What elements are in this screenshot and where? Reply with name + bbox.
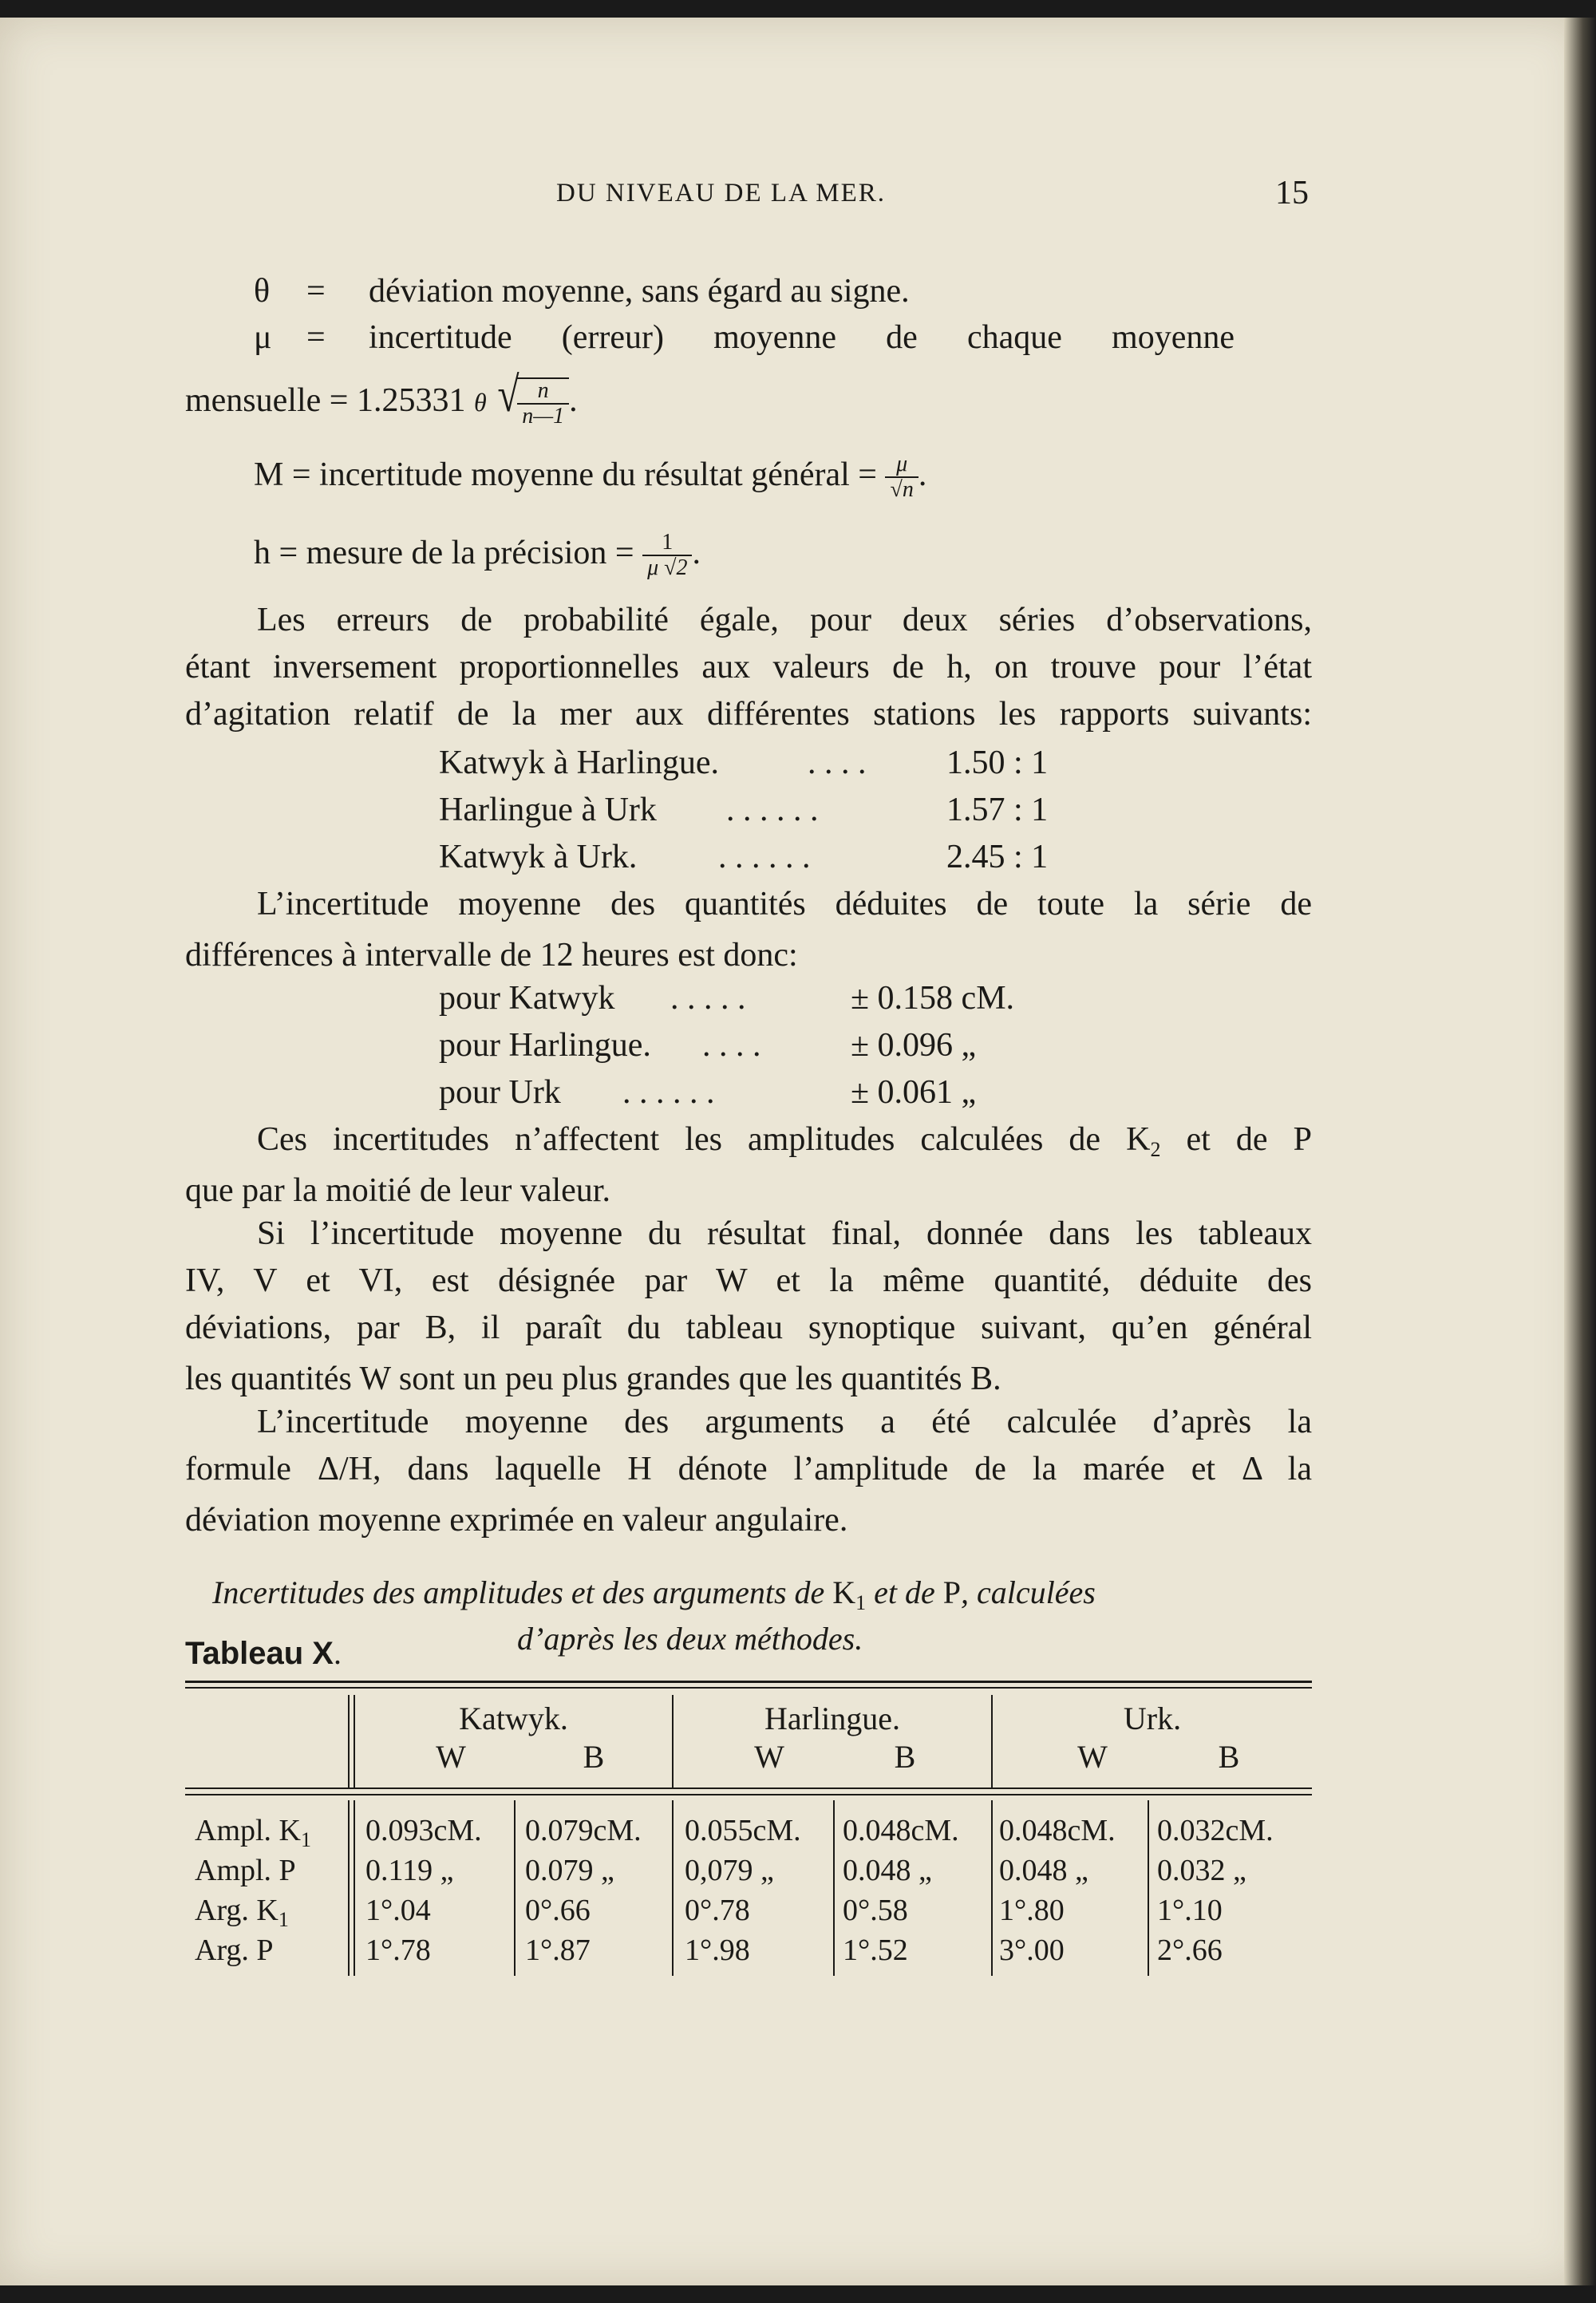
row-label	[195, 1893, 289, 1931]
def-theta-text: déviation moyenne, sans égard au signe.	[369, 273, 910, 310]
table-cell: 3°.00	[999, 1934, 1065, 1967]
table-cell: 0.048 „	[843, 1854, 932, 1887]
table-cell: 0.048cM.	[999, 1814, 1116, 1847]
row-sub: 1	[278, 1908, 289, 1931]
para5-line1: L’incertitude moyenne des arguments a été calculée d’après la	[257, 1404, 1312, 1440]
uncertainty-label: pour Harlingue.	[439, 1027, 651, 1064]
table-caption-line2: d’après les deux méthodes.	[517, 1621, 863, 1657]
para5-line2: formule Δ/H, dans laquelle H dénote l’amplitude de la marée et Δ la	[185, 1451, 1312, 1487]
method-header: B	[1218, 1739, 1240, 1775]
para3-line2: que par la moitié de leur valeur.	[185, 1172, 610, 1209]
table-vrule	[354, 1800, 355, 1976]
def-mu-symbol: μ	[254, 319, 272, 356]
row-name: Arg. P	[195, 1934, 274, 1967]
ratio-value: 1.50 : 1	[946, 745, 1049, 781]
M-num: μ	[896, 452, 908, 477]
method-header: W	[436, 1739, 466, 1775]
ratio-label: Harlingue à Urk	[439, 792, 657, 828]
row-label	[195, 1813, 311, 1851]
table-vrule	[1148, 1800, 1149, 1976]
para3-sub: 2	[1150, 1138, 1161, 1161]
table-cell: 1°.80	[999, 1894, 1065, 1927]
h-trail: .	[692, 535, 701, 571]
para2-line2: différences à intervalle de 12 heures est donc:	[185, 937, 798, 974]
row-name: Ampl. P	[195, 1854, 296, 1887]
para5-line3: déviation moyenne exprimée en valeur angulaire.	[185, 1502, 848, 1539]
ratio-dots: . . . . . .	[718, 839, 811, 875]
table-vrule	[833, 1800, 835, 1976]
h-den: μ √2	[642, 555, 692, 580]
def-mu-eq: =	[306, 319, 326, 356]
M-text: M = incertitude moyenne du résultat général =	[254, 456, 877, 493]
table-label	[185, 1634, 342, 1672]
h-num: 1	[662, 530, 674, 555]
mensuelle-den: n—1	[517, 403, 569, 429]
table-vrule	[514, 1800, 516, 1976]
M-den: √n	[885, 476, 918, 502]
page-edge	[1564, 18, 1596, 2285]
table-cell: 0.032 „	[1157, 1854, 1246, 1887]
M-fraction	[885, 452, 918, 502]
method-header: B	[583, 1739, 605, 1775]
uncertainty-dots: . . . . . .	[622, 1074, 715, 1111]
table-cell: 0.032cM.	[1157, 1814, 1274, 1847]
station-header: Urk.	[1123, 1701, 1182, 1736]
table-cell: 1°.04	[365, 1894, 431, 1927]
caption-p: P	[942, 1574, 962, 1610]
table-cell: 0.093cM.	[365, 1814, 482, 1847]
def-mu-text: incertitude (erreur) moyenne de chaque moyenne	[369, 319, 1235, 356]
table-cell: 0°.66	[525, 1894, 591, 1927]
caption-b: et de	[866, 1574, 943, 1610]
mensuelle-trail: .	[569, 382, 578, 419]
caption-sub: 1	[855, 1591, 867, 1614]
method-header: W	[1077, 1739, 1108, 1775]
para4-line2: IV, V et VI, est désignée par W et la même quantité, déduite des	[185, 1262, 1312, 1299]
method-header: W	[754, 1739, 784, 1775]
table-cell: 0.119 „	[365, 1854, 454, 1887]
table-cell: 1°.98	[685, 1934, 750, 1967]
caption-k: K	[832, 1574, 856, 1610]
def-theta-symbol: θ	[254, 273, 271, 310]
M-trail: .	[918, 456, 927, 493]
formula-mensuelle	[185, 368, 578, 429]
formula-M	[254, 452, 926, 502]
para4-line4: les quantités W sont un peu plus grandes que les quantités B.	[185, 1361, 1001, 1397]
ratio-value: 1.57 : 1	[946, 792, 1049, 828]
table-cell: 0.055cM.	[685, 1814, 801, 1847]
uncertainty-label: pour Urk	[439, 1074, 561, 1111]
table-top-rule	[185, 1681, 1312, 1683]
uncertainty-label: pour Katwyk	[439, 980, 615, 1017]
table-cell: 0.079 „	[525, 1854, 614, 1887]
uncertainty-value: ± 0.158 cM.	[851, 980, 1015, 1017]
para2-line1: L’incertitude moyenne des quantités déduites de toute la série de	[257, 886, 1312, 922]
ratio-label: Katwyk à Urk.	[439, 839, 638, 875]
table-cell: 0.079cM.	[525, 1814, 642, 1847]
h-fraction	[642, 531, 692, 580]
table-vrule	[991, 1800, 993, 1976]
mensuelle-num: n	[537, 378, 549, 404]
formula-h	[254, 530, 701, 580]
row-name: Arg. K	[195, 1894, 279, 1927]
table-cell: 2°.66	[1157, 1934, 1223, 1967]
table-cell: 1°.52	[843, 1934, 908, 1967]
table-cell: 0,079 „	[685, 1854, 774, 1887]
row-name: Ampl. K	[195, 1814, 301, 1847]
row-label	[195, 1853, 296, 1888]
station-header: Katwyk.	[459, 1701, 568, 1736]
mensuelle-lead: mensuelle = 1.25331	[185, 382, 466, 419]
ratio-dots: . . . . . .	[726, 792, 819, 828]
table-top-rule-2	[185, 1687, 1312, 1689]
para3-text-a: Ces incertitudes n’affectent les amplitudes calculées de K	[257, 1121, 1151, 1158]
para4-line3: déviations, par B, il paraît du tableau synoptique suivant, qu’en général	[185, 1310, 1312, 1346]
table-label-dot: .	[333, 1635, 342, 1671]
method-header: B	[894, 1739, 916, 1775]
uncertainty-dots: . . . .	[702, 1027, 761, 1064]
table-cell: 0°.78	[685, 1894, 750, 1927]
page-number: 15	[1275, 175, 1309, 211]
table-cell: 1°.87	[525, 1934, 591, 1967]
table-cell: 0.048 „	[999, 1854, 1088, 1887]
mensuelle-fraction	[517, 377, 569, 429]
table-cell: 1°.78	[365, 1934, 431, 1967]
ratio-label: Katwyk à Harlingue.	[439, 745, 720, 781]
uncertainty-value: ± 0.096 „	[851, 1027, 977, 1064]
sqrt-sign-icon: √	[497, 368, 519, 422]
table-vrule	[348, 1695, 350, 1787]
table-header-rule	[185, 1787, 1312, 1789]
para3-text-b: et de P	[1160, 1121, 1313, 1158]
table-vrule	[348, 1800, 350, 1976]
running-title: DU NIVEAU DE LA MER.	[556, 179, 887, 207]
caption-c: , calculées	[961, 1574, 1096, 1610]
def-theta-eq: =	[306, 273, 326, 310]
mensuelle-theta: θ	[473, 388, 487, 417]
ratio-dots: . . . .	[808, 745, 867, 781]
para1-line1: Les erreurs de probabilité égale, pour deux séries d’observations,	[257, 602, 1312, 638]
para1-line2: étant inversement proportionnelles aux valeurs de h, on trouve pour l’état	[185, 649, 1312, 685]
table-label-text: Tableau X	[185, 1636, 334, 1671]
para1-line3: d’agitation relatif de la mer aux différentes stations les rapports suivants:	[185, 696, 1312, 733]
station-header: Harlingue.	[764, 1701, 900, 1736]
table-cell: 0°.58	[843, 1894, 908, 1927]
uncertainty-dots: . . . . .	[670, 980, 746, 1017]
table-vrule	[672, 1800, 674, 1976]
uncertainty-value: ± 0.061 „	[851, 1074, 977, 1111]
row-sub: 1	[301, 1828, 311, 1851]
ratio-value: 2.45 : 1	[946, 839, 1049, 875]
table-cell: 0.048cM.	[843, 1814, 959, 1847]
para4-line1: Si l’incertitude moyenne du résultat final, donnée dans les tableaux	[257, 1215, 1312, 1252]
para3-line1	[257, 1120, 1312, 1159]
table-cell: 1°.10	[1157, 1894, 1223, 1927]
table-caption	[212, 1574, 1096, 1614]
table-header-rule-2	[185, 1794, 1312, 1795]
h-text: h = mesure de la précision =	[254, 535, 634, 571]
caption-a: Incertitudes des amplitudes et des arguments de	[212, 1574, 833, 1610]
row-label	[195, 1933, 274, 1968]
